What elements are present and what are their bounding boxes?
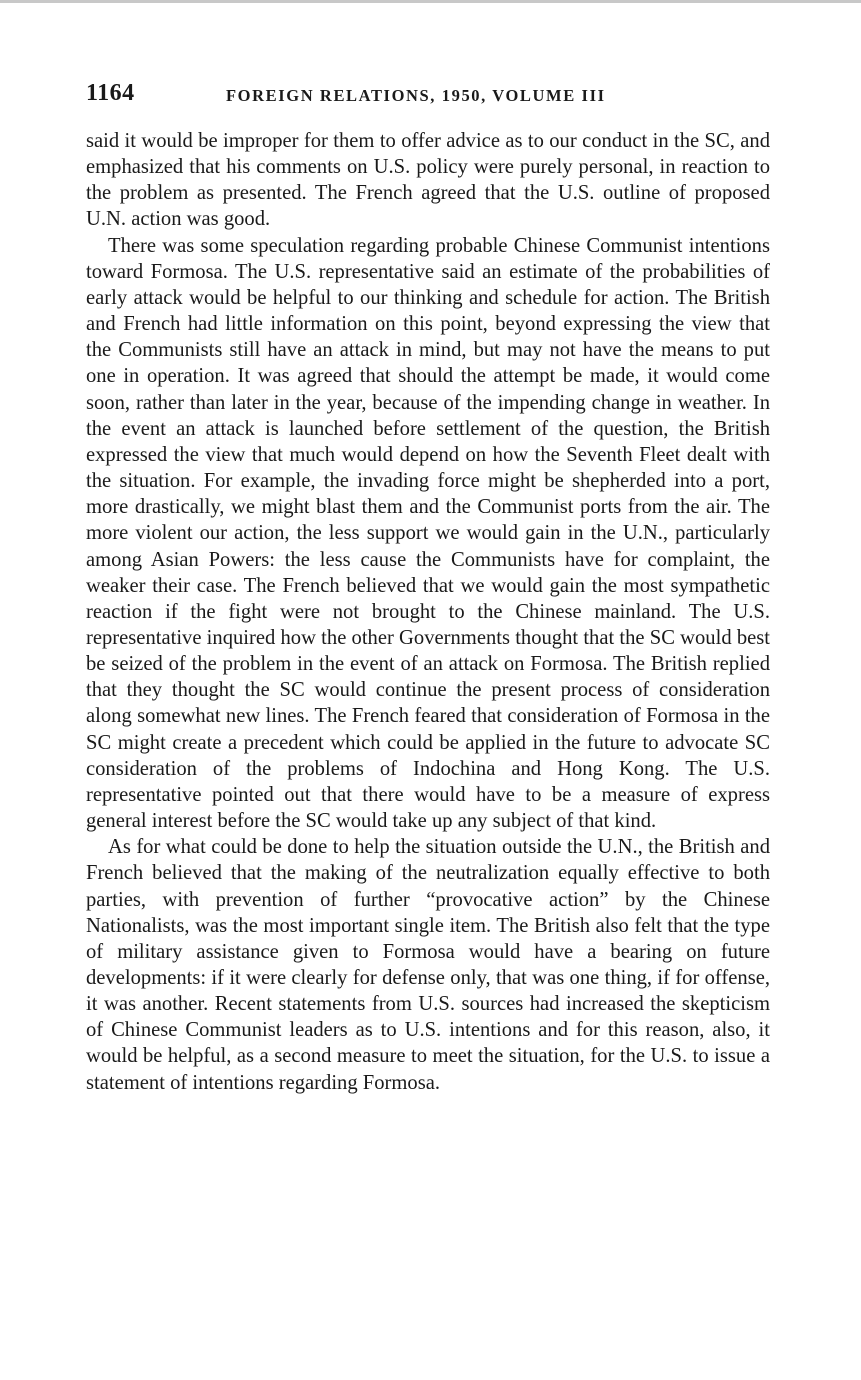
paragraph-continued: said it would be improper for them to offer advice as to our conduct in the SC, and emphasized that his comments on U.S. policy were purely personal, in reaction to the problem as presented. The French agreed that the U.S. outline of proposed U.N. action was good. — [86, 130, 770, 231]
page-top-edge — [0, 0, 861, 3]
running-head — [86, 80, 776, 112]
running-head-title: FOREIGN RELATIONS, 1950, VOLUME III — [226, 86, 606, 105]
page-number: 1164 — [86, 80, 135, 106]
paragraph: There was some speculation regarding probable Chinese Communist intentions toward Formosa. The U.S. representative said an estimate of the probabilities of early attack would be helpful to our thinking and schedule for action. The British and French had little information on this point, beyond expressing the view that the Communists still have an attack in mind, but may not have the means to put one in operation. It was agreed that should the attempt be made, it would come soon, rather than later in the year, because of the impending change in weather. In the event an attack is launched before settlement of the question, the British expressed the view that much would depend on how the Seventh Fleet dealt with the situation. For example, the invading force might be shepherded into a port, more drastically, we might blast them and the Communist ports from the air. The more violent our action, the less support we would gain in the U.N., particularly among Asian Powers: the less cause the Communists have for complaint, the weaker their case. The French believed that we would gain the most sympathetic reaction if the fight were not brought to the Chinese mainland. The U.S. representative inquired how the other Governments thought that the SC would best be seized of the problem in the event of an attack on Formosa. The British replied that they thought the SC would continue the present process of consideration along somewhat new lines. The French feared that consideration of Formosa in the SC might create a precedent which could be applied in the future to advocate SC consideration of the problems of Indochina and Hong Kong. The U.S. representative pointed out that there would have to be a measure of express general interest before the SC would take up any subject of that kind. — [86, 234, 770, 833]
paragraph: As for what could be done to help the situation outside the U.N., the British and French believed that the making of the neutralization equally effective to both parties, with prevention of further “provocative action” by the Chinese Nationalists, was the most important single item. The British also felt that the type of military assistance given to Formosa would have a bearing on future developments: if it were clearly for defense only, that was one thing, if for offense, it was another. Recent statements from U.S. sources had increased the skepticism of Chinese Communist leaders as to U.S. intentions and for this reason, also, it would be helpful, as a second measure to meet the situation, for the U.S. to issue a statement of intentions regarding Formosa. — [86, 836, 770, 1094]
body-text — [86, 128, 770, 1096]
